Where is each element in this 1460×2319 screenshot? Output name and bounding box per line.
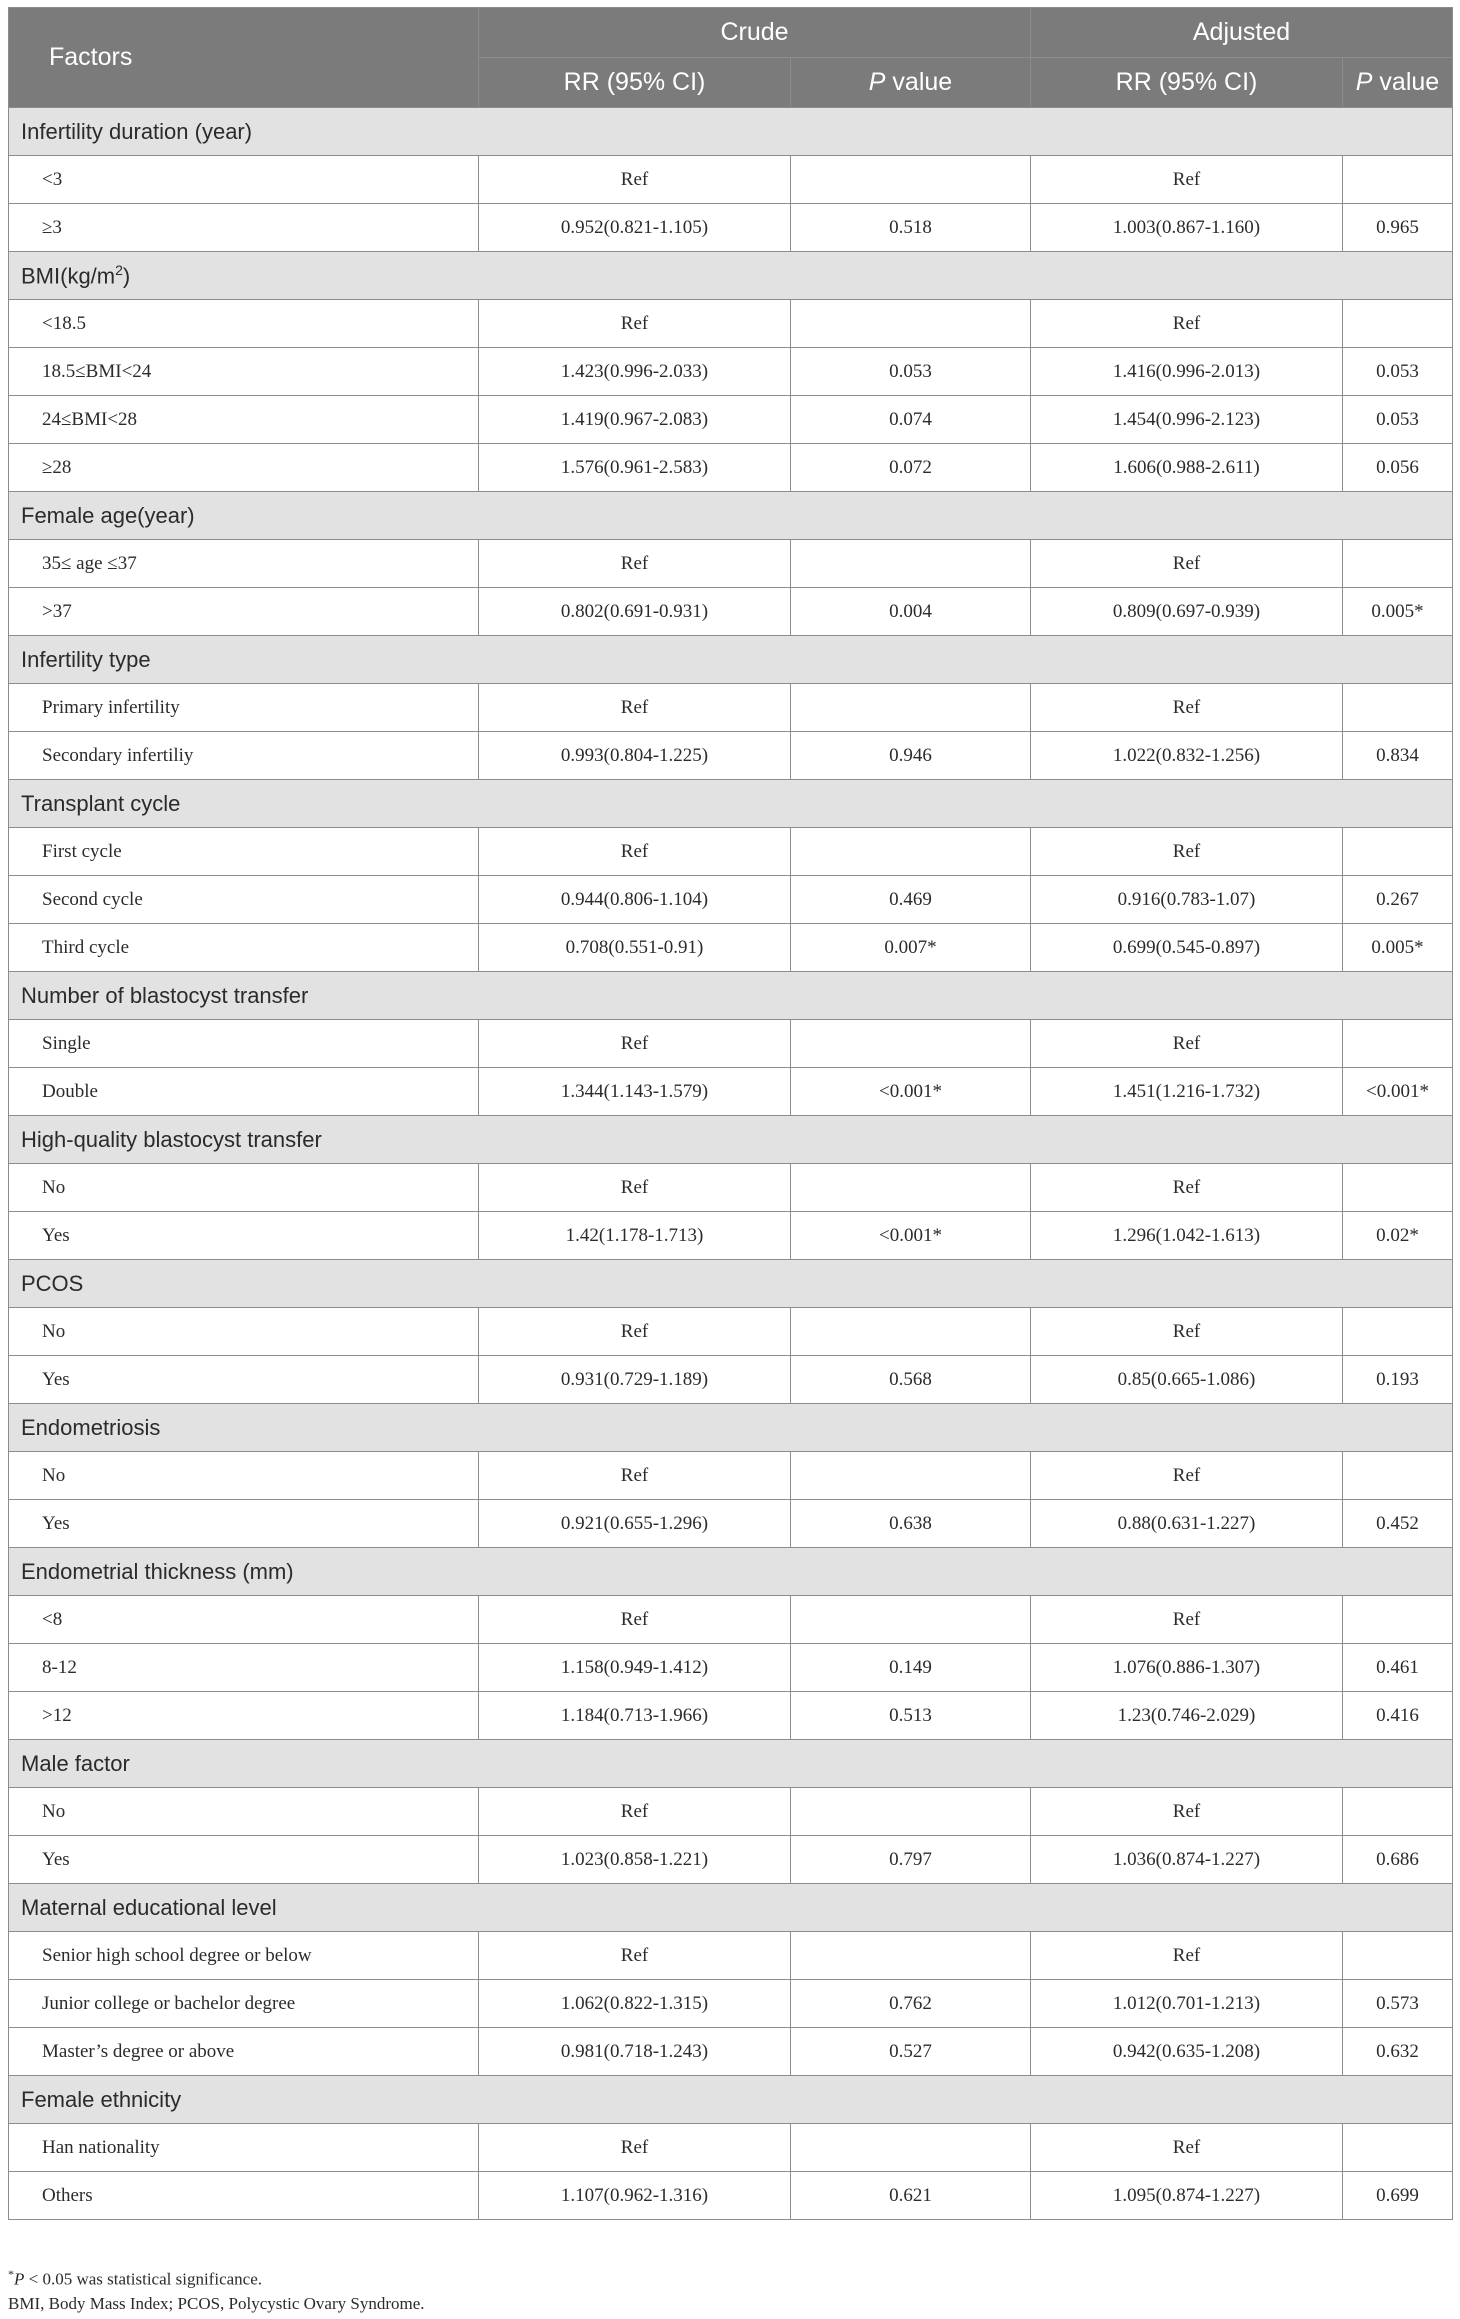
table-row xyxy=(9,1836,1453,1884)
crude-rr-cell: Ref xyxy=(479,828,791,876)
factor-level-cell: Yes xyxy=(9,1500,479,1548)
adjusted-rr-cell: 1.022(0.832-1.256) xyxy=(1031,732,1343,780)
adjusted-rr-cell: 1.606(0.988-2.611) xyxy=(1031,444,1343,492)
crude-p-cell xyxy=(791,1164,1031,1212)
group-title-suffix: ) xyxy=(122,263,131,289)
adjusted-p-cell: 0.452 xyxy=(1343,1500,1453,1548)
factor-level-cell: Double xyxy=(9,1068,479,1116)
group-title-text: Endometrial thickness (mm) xyxy=(21,1558,294,1584)
crude-p-cell: 0.762 xyxy=(791,1980,1031,2028)
crude-rr-cell: 1.158(0.949-1.412) xyxy=(479,1644,791,1692)
crude-rr-cell: 0.708(0.551-0.91) xyxy=(479,924,791,972)
group-title-text: Infertility duration (year) xyxy=(21,118,253,144)
adjusted-p-cell xyxy=(1343,2124,1453,2172)
header-crude-rr: RR (95% CI) xyxy=(479,58,791,108)
adjusted-p-cell xyxy=(1343,1596,1453,1644)
factor-level-cell: >12 xyxy=(9,1692,479,1740)
factor-level-cell: Junior college or bachelor degree xyxy=(9,1980,479,2028)
factor-level-cell: No xyxy=(9,1452,479,1500)
factor-level-cell: Senior high school degree or below xyxy=(9,1932,479,1980)
table-row xyxy=(9,876,1453,924)
group-title xyxy=(9,492,1453,540)
adjusted-rr-cell: 0.88(0.631-1.227) xyxy=(1031,1500,1343,1548)
crude-rr-cell: 0.931(0.729-1.189) xyxy=(479,1356,791,1404)
factor-level-cell: Yes xyxy=(9,1836,479,1884)
adjusted-rr-cell: 1.003(0.867-1.160) xyxy=(1031,204,1343,252)
table-row xyxy=(9,924,1453,972)
table-row xyxy=(9,2028,1453,2076)
crude-rr-cell: 1.42(1.178-1.713) xyxy=(479,1212,791,1260)
group-title xyxy=(9,636,1453,684)
table-row xyxy=(9,1500,1453,1548)
group-title-text: BMI(kg/m xyxy=(21,263,116,289)
table-row xyxy=(9,1692,1453,1740)
group-row xyxy=(9,972,1453,1020)
table-row xyxy=(9,1212,1453,1260)
group-title-text: High-quality blastocyst transfer xyxy=(21,1126,322,1152)
crude-p-cell: 0.072 xyxy=(791,444,1031,492)
factor-level-cell: <8 xyxy=(9,1596,479,1644)
adjusted-rr-cell: Ref xyxy=(1031,1932,1343,1980)
crude-rr-cell: 1.023(0.858-1.221) xyxy=(479,1836,791,1884)
factor-level-cell: 18.5≤BMI<24 xyxy=(9,348,479,396)
table-row xyxy=(9,156,1453,204)
adjusted-p-cell: 0.02* xyxy=(1343,1212,1453,1260)
group-title xyxy=(9,780,1453,828)
factor-level-cell: First cycle xyxy=(9,828,479,876)
footnote-significance xyxy=(8,2262,425,2292)
crude-rr-cell: 0.981(0.718-1.243) xyxy=(479,2028,791,2076)
header-adjusted-p xyxy=(1343,58,1453,108)
adjusted-p-cell: 0.053 xyxy=(1343,348,1453,396)
adjusted-p-cell: 0.573 xyxy=(1343,1980,1453,2028)
adjusted-rr-cell: 1.451(1.216-1.732) xyxy=(1031,1068,1343,1116)
table-row xyxy=(9,1356,1453,1404)
group-title-text: Transplant cycle xyxy=(21,790,181,816)
adjusted-rr-cell: 0.942(0.635-1.208) xyxy=(1031,2028,1343,2076)
group-title xyxy=(9,252,1453,300)
adjusted-rr-cell: Ref xyxy=(1031,300,1343,348)
crude-rr-cell: Ref xyxy=(479,1020,791,1068)
crude-rr-cell: Ref xyxy=(479,1788,791,1836)
group-title-text: Infertility type xyxy=(21,646,151,672)
crude-p-cell: 0.469 xyxy=(791,876,1031,924)
crude-p-cell: 0.513 xyxy=(791,1692,1031,1740)
adjusted-p-cell xyxy=(1343,828,1453,876)
crude-rr-cell: 1.576(0.961-2.583) xyxy=(479,444,791,492)
table-row xyxy=(9,2172,1453,2220)
crude-p-cell xyxy=(791,1308,1031,1356)
adjusted-p-cell xyxy=(1343,1308,1453,1356)
table-row xyxy=(9,1980,1453,2028)
group-title xyxy=(9,108,1453,156)
table-row xyxy=(9,2124,1453,2172)
table-row xyxy=(9,1020,1453,1068)
adjusted-rr-cell: 0.85(0.665-1.086) xyxy=(1031,1356,1343,1404)
group-row xyxy=(9,2076,1453,2124)
adjusted-p-cell xyxy=(1343,1452,1453,1500)
adjusted-rr-cell: Ref xyxy=(1031,540,1343,588)
adjusted-rr-cell: 1.23(0.746-2.029) xyxy=(1031,1692,1343,1740)
factor-level-cell: >37 xyxy=(9,588,479,636)
crude-rr-cell: 0.802(0.691-0.931) xyxy=(479,588,791,636)
table-row xyxy=(9,348,1453,396)
footnote-abbreviations: BMI, Body Mass Index; PCOS, Polycystic Ovary Syndrome. xyxy=(8,2293,425,2313)
adjusted-rr-cell: Ref xyxy=(1031,1596,1343,1644)
adjusted-rr-cell: 0.916(0.783-1.07) xyxy=(1031,876,1343,924)
crude-p-cell: <0.001* xyxy=(791,1068,1031,1116)
adjusted-p-cell: 0.193 xyxy=(1343,1356,1453,1404)
header-factors: Factors xyxy=(9,8,479,108)
crude-p-cell xyxy=(791,1020,1031,1068)
crude-rr-cell: Ref xyxy=(479,1932,791,1980)
group-row xyxy=(9,108,1453,156)
table-row xyxy=(9,684,1453,732)
group-row xyxy=(9,492,1453,540)
adjusted-p-cell: 0.461 xyxy=(1343,1644,1453,1692)
group-title xyxy=(9,1116,1453,1164)
group-title-text: PCOS xyxy=(21,1270,84,1296)
factor-level-cell: 24≤BMI<28 xyxy=(9,396,479,444)
adjusted-rr-cell: 0.699(0.545-0.897) xyxy=(1031,924,1343,972)
header-adjusted: Adjusted xyxy=(1031,8,1453,58)
crude-rr-cell: Ref xyxy=(479,1164,791,1212)
factor-level-cell: Single xyxy=(9,1020,479,1068)
adjusted-rr-cell: 1.095(0.874-1.227) xyxy=(1031,2172,1343,2220)
table-row xyxy=(9,1596,1453,1644)
factor-level-cell: Second cycle xyxy=(9,876,479,924)
group-title-text: Female age(year) xyxy=(21,502,195,528)
factor-level-cell: No xyxy=(9,1788,479,1836)
group-title-text: Maternal educational level xyxy=(21,1894,277,1920)
crude-p-cell xyxy=(791,1452,1031,1500)
table-row xyxy=(9,396,1453,444)
table-row xyxy=(9,588,1453,636)
adjusted-rr-cell: 1.012(0.701-1.213) xyxy=(1031,1980,1343,2028)
factor-level-cell: Yes xyxy=(9,1356,479,1404)
table-row xyxy=(9,1452,1453,1500)
adjusted-p-cell: 0.056 xyxy=(1343,444,1453,492)
crude-rr-cell: Ref xyxy=(479,300,791,348)
crude-p-cell xyxy=(791,2124,1031,2172)
adjusted-p-cell: 0.834 xyxy=(1343,732,1453,780)
table-row xyxy=(9,1068,1453,1116)
table-row xyxy=(9,300,1453,348)
adjusted-p-cell xyxy=(1343,156,1453,204)
adjusted-p-cell: 0.005* xyxy=(1343,588,1453,636)
adjusted-p-cell: 0.005* xyxy=(1343,924,1453,972)
crude-rr-cell: 1.419(0.967-2.083) xyxy=(479,396,791,444)
group-row xyxy=(9,1404,1453,1452)
crude-p-cell: 0.568 xyxy=(791,1356,1031,1404)
adjusted-rr-cell: 1.454(0.996-2.123) xyxy=(1031,396,1343,444)
table-row xyxy=(9,204,1453,252)
factor-level-cell: Master’s degree or above xyxy=(9,2028,479,2076)
group-row xyxy=(9,1548,1453,1596)
crude-p-cell xyxy=(791,828,1031,876)
group-title xyxy=(9,2076,1453,2124)
crude-p-cell: 0.149 xyxy=(791,1644,1031,1692)
factor-level-cell: Yes xyxy=(9,1212,479,1260)
crude-rr-cell: 0.944(0.806-1.104) xyxy=(479,876,791,924)
group-row xyxy=(9,1740,1453,1788)
footnote-sig-text: < 0.05 was statistical significance. xyxy=(24,2269,263,2289)
adjusted-rr-cell: Ref xyxy=(1031,156,1343,204)
group-title xyxy=(9,1740,1453,1788)
crude-p-cell xyxy=(791,1932,1031,1980)
adjusted-rr-cell: Ref xyxy=(1031,1308,1343,1356)
group-title xyxy=(9,972,1453,1020)
crude-p-cell xyxy=(791,1788,1031,1836)
table-container xyxy=(8,7,1452,2220)
crude-rr-cell: 0.921(0.655-1.296) xyxy=(479,1500,791,1548)
adjusted-p-cell xyxy=(1343,1932,1453,1980)
adjusted-rr-cell: Ref xyxy=(1031,1164,1343,1212)
group-title-sup: 2 xyxy=(115,261,123,278)
crude-p-cell: 0.797 xyxy=(791,1836,1031,1884)
factor-level-cell: No xyxy=(9,1308,479,1356)
adjusted-p-cell: 0.965 xyxy=(1343,204,1453,252)
table-row xyxy=(9,1644,1453,1692)
crude-rr-cell: Ref xyxy=(479,1308,791,1356)
adjusted-p-cell xyxy=(1343,540,1453,588)
group-title-text: Male factor xyxy=(21,1750,130,1776)
header-crude: Crude xyxy=(479,8,1031,58)
table-row xyxy=(9,540,1453,588)
group-row xyxy=(9,780,1453,828)
crude-rr-cell: 0.952(0.821-1.105) xyxy=(479,204,791,252)
crude-p-cell: 0.004 xyxy=(791,588,1031,636)
table-row xyxy=(9,732,1453,780)
header-crude-p xyxy=(791,58,1031,108)
crude-rr-cell: Ref xyxy=(479,1452,791,1500)
factor-level-cell: ≥3 xyxy=(9,204,479,252)
adjusted-rr-cell: Ref xyxy=(1031,684,1343,732)
factor-level-cell: Third cycle xyxy=(9,924,479,972)
factor-level-cell: Others xyxy=(9,2172,479,2220)
factor-level-cell: Han nationality xyxy=(9,2124,479,2172)
header-value-word: value xyxy=(1372,68,1440,96)
adjusted-rr-cell: Ref xyxy=(1031,2124,1343,2172)
crude-rr-cell: Ref xyxy=(479,1596,791,1644)
crude-p-cell: <0.001* xyxy=(791,1212,1031,1260)
table-footnotes xyxy=(8,2262,425,2316)
adjusted-rr-cell: 1.296(1.042-1.613) xyxy=(1031,1212,1343,1260)
table-row xyxy=(9,444,1453,492)
table-body xyxy=(9,108,1453,2220)
crude-p-cell: 0.946 xyxy=(791,732,1031,780)
adjusted-p-cell xyxy=(1343,1020,1453,1068)
factor-level-cell: No xyxy=(9,1164,479,1212)
group-title-text: Number of blastocyst transfer xyxy=(21,982,309,1008)
footnote-star: * xyxy=(8,2267,14,2281)
table-row xyxy=(9,1164,1453,1212)
header-p-letter: P xyxy=(868,68,886,96)
adjusted-p-cell: 0.053 xyxy=(1343,396,1453,444)
crude-p-cell: 0.527 xyxy=(791,2028,1031,2076)
crude-p-cell: 0.621 xyxy=(791,2172,1031,2220)
factor-level-cell: Primary infertility xyxy=(9,684,479,732)
crude-rr-cell: 1.184(0.713-1.966) xyxy=(479,1692,791,1740)
group-row xyxy=(9,1116,1453,1164)
factor-level-cell: Secondary infertiliy xyxy=(9,732,479,780)
factor-level-cell: ≥28 xyxy=(9,444,479,492)
adjusted-p-cell: 0.416 xyxy=(1343,1692,1453,1740)
factor-level-cell: 35≤ age ≤37 xyxy=(9,540,479,588)
header-p-letter: P xyxy=(1355,68,1373,96)
adjusted-p-cell xyxy=(1343,1788,1453,1836)
footnote-p: P xyxy=(14,2269,25,2289)
crude-rr-cell: 1.423(0.996-2.033) xyxy=(479,348,791,396)
adjusted-p-cell: 0.686 xyxy=(1343,1836,1453,1884)
crude-rr-cell: Ref xyxy=(479,684,791,732)
group-title-text: Endometriosis xyxy=(21,1414,161,1440)
adjusted-rr-cell: 1.416(0.996-2.013) xyxy=(1031,348,1343,396)
crude-p-cell xyxy=(791,156,1031,204)
group-title-text: Female ethnicity xyxy=(21,2086,182,2112)
adjusted-rr-cell: Ref xyxy=(1031,1452,1343,1500)
adjusted-rr-cell: 1.076(0.886-1.307) xyxy=(1031,1644,1343,1692)
factor-level-cell: <3 xyxy=(9,156,479,204)
crude-p-cell: 0.638 xyxy=(791,1500,1031,1548)
crude-p-cell: 0.518 xyxy=(791,204,1031,252)
crude-rr-cell: 1.107(0.962-1.316) xyxy=(479,2172,791,2220)
adjusted-rr-cell: 1.036(0.874-1.227) xyxy=(1031,1836,1343,1884)
adjusted-p-cell xyxy=(1343,1164,1453,1212)
header-adjusted-rr: RR (95% CI) xyxy=(1031,58,1343,108)
crude-p-cell xyxy=(791,684,1031,732)
group-row xyxy=(9,1260,1453,1308)
group-row xyxy=(9,636,1453,684)
adjusted-rr-cell: 0.809(0.697-0.939) xyxy=(1031,588,1343,636)
crude-rr-cell: 1.344(1.143-1.579) xyxy=(479,1068,791,1116)
crude-p-cell xyxy=(791,300,1031,348)
crude-rr-cell: 0.993(0.804-1.225) xyxy=(479,732,791,780)
adjusted-p-cell xyxy=(1343,684,1453,732)
group-row xyxy=(9,252,1453,300)
group-title xyxy=(9,1884,1453,1932)
results-table xyxy=(8,7,1453,2220)
crude-p-cell xyxy=(791,540,1031,588)
crude-p-cell: 0.007* xyxy=(791,924,1031,972)
table-header xyxy=(9,8,1453,108)
factor-level-cell: 8-12 xyxy=(9,1644,479,1692)
adjusted-p-cell: 0.267 xyxy=(1343,876,1453,924)
adjusted-rr-cell: Ref xyxy=(1031,828,1343,876)
group-title xyxy=(9,1260,1453,1308)
crude-rr-cell: Ref xyxy=(479,156,791,204)
header-value-word: value xyxy=(885,68,953,96)
crude-p-cell xyxy=(791,1596,1031,1644)
crude-rr-cell: Ref xyxy=(479,2124,791,2172)
adjusted-p-cell: 0.699 xyxy=(1343,2172,1453,2220)
adjusted-p-cell: <0.001* xyxy=(1343,1068,1453,1116)
factor-level-cell: <18.5 xyxy=(9,300,479,348)
table-row xyxy=(9,1932,1453,1980)
group-title xyxy=(9,1404,1453,1452)
adjusted-rr-cell: Ref xyxy=(1031,1020,1343,1068)
group-row xyxy=(9,1884,1453,1932)
crude-p-cell: 0.053 xyxy=(791,348,1031,396)
table-row xyxy=(9,1788,1453,1836)
adjusted-p-cell: 0.632 xyxy=(1343,2028,1453,2076)
crude-rr-cell: 1.062(0.822-1.315) xyxy=(479,1980,791,2028)
crude-p-cell: 0.074 xyxy=(791,396,1031,444)
table-row xyxy=(9,828,1453,876)
adjusted-p-cell xyxy=(1343,300,1453,348)
crude-rr-cell: Ref xyxy=(479,540,791,588)
adjusted-rr-cell: Ref xyxy=(1031,1788,1343,1836)
group-title xyxy=(9,1548,1453,1596)
table-row xyxy=(9,1308,1453,1356)
